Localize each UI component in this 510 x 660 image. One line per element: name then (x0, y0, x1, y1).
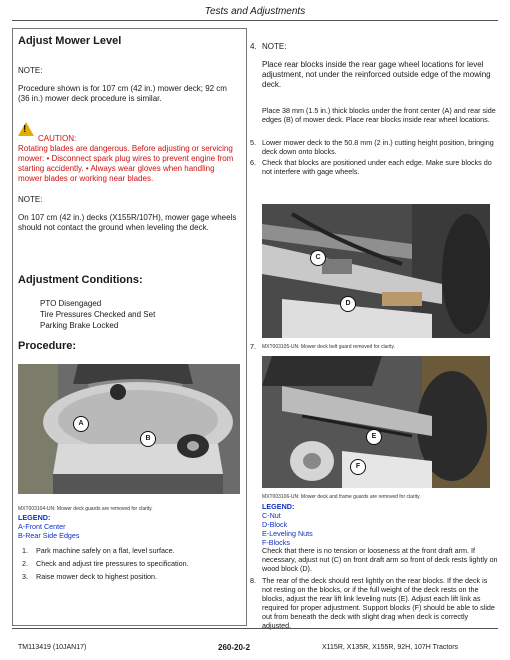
legend (18, 513, 80, 540)
mower-deck-photo-1 (18, 364, 240, 494)
step-text: The rear of the deck should rest lightly on the rear blocks. If the deck is not resting on the blocks, or if the full weight of the deck rests on the blocks, adjust the rear lift link leveling nuts (E). Adjust each lift link as required for proper adjustment. Support blocks (F) should be able to slide out from beneath the deck with slight drag when deck is correctly adjusted. (262, 576, 495, 630)
step-number: 7. (250, 342, 256, 351)
step-text: Check that blocks are positioned under each edge. Make sure blocks do not interfere with gage wheels. (262, 158, 492, 176)
mower-deck-photo-2 (262, 204, 490, 338)
figure-caption: MXT003106-UN: Mower deck and frame guards are removed for clarity. (262, 494, 421, 500)
conditions-title: Adjustment Conditions: (18, 274, 143, 286)
legend-item: E-Leveling Nuts (262, 529, 313, 538)
model-list: X115R, X135R, X155R, 92H, 107H Tractors (322, 644, 459, 651)
legend-item: A-Front Center (18, 522, 66, 531)
legend-item: D-Block (262, 520, 288, 529)
step-item: 1. Park machine safely on a flat, level surface. (22, 546, 175, 555)
note-text-2: On 107 cm (42 in.) decks (X155R/107H), mower gage wheels should not contact the ground when leveling the deck. (18, 213, 237, 232)
callout-f: F (350, 459, 366, 475)
figure-caption: MXT003104-UN: Mower deck guards are removed for clarity. (18, 506, 153, 512)
step-number: 6. (250, 158, 256, 167)
legend (262, 502, 313, 547)
callout-a: A (73, 416, 89, 432)
steps-list (22, 544, 240, 583)
callout-b: B (140, 431, 156, 447)
mower-deck-photo-3 (262, 356, 490, 488)
note-label: NOTE: (18, 66, 43, 75)
callout-c: C (310, 250, 326, 266)
figure-caption: MXT003105-UN: Mower deck belt guard removed for clarity. (262, 344, 396, 350)
note-text-3: Place rear blocks inside the rear gage wheel locations for level adjustment, not under the reinforced outside edge of the mowing deck. (262, 60, 491, 89)
step-number: 5. (250, 138, 256, 147)
step-item: 2. Check and adjust tire pressures to specification. (22, 559, 189, 568)
step-number: 4. (250, 42, 257, 51)
condition-item: Parking Brake Locked (40, 321, 119, 330)
condition-item: PTO Disengaged (40, 299, 102, 308)
legend-item: B-Rear Side Edges (18, 531, 80, 540)
conditions-list (40, 298, 155, 331)
note-label-2: NOTE: (18, 195, 43, 204)
page-header-title: Tests and Adjustments (204, 6, 306, 17)
footer-divider (12, 628, 498, 629)
header-divider (12, 20, 498, 21)
document-id: TM113419 (10JAN17) (18, 644, 87, 651)
legend-title: LEGEND: (262, 502, 295, 511)
legend-title: LEGEND: (18, 513, 51, 522)
caution-title: CAUTION: (38, 134, 77, 143)
condition-item: Tire Pressures Checked and Set (40, 310, 156, 319)
page-number: 260-20-2 (218, 643, 251, 652)
step-number: 8. (250, 576, 256, 585)
step-text: Check that there is no tension or looseness at the front draft arm. If necessary, adjust nut (C) on front draft arm so front of deck rests lightly on wood block (D). (262, 546, 498, 573)
callout-e: E (366, 429, 382, 445)
note-label-3: NOTE: (262, 42, 287, 51)
note-text: Procedure shown is for 107 cm (42 in.) mower deck; 92 cm (36 in.) mower deck procedure is similar. (18, 84, 227, 103)
warning-icon: ! (18, 122, 34, 138)
step-item: 3. Raise mower deck to highest position. (22, 572, 158, 581)
step-text: Lower mower deck to the 50.8 mm (2 in.) cutting height position, bringing deck down onto blocks. (262, 138, 494, 156)
legend-item: C-Nut (262, 511, 281, 520)
legend-item: F-Blocks (262, 538, 290, 547)
callout-d: D (340, 296, 356, 312)
caution-text: Rotating blades are dangerous. Before adjusting or servicing mower: • Disconnect spark plug wires to prevent engine from starting accidently. • Always wear gloves when handling mower blades or working near blades. (18, 144, 234, 183)
section-title: Adjust Mower Level (18, 35, 122, 47)
procedure-title: Procedure: (18, 340, 77, 352)
step-text: Place 38 mm (1.5 in.) thick blocks under the front center (A) and rear side edges (B) of mower deck. Place rear blocks inside rear wheel locations. (262, 106, 496, 124)
